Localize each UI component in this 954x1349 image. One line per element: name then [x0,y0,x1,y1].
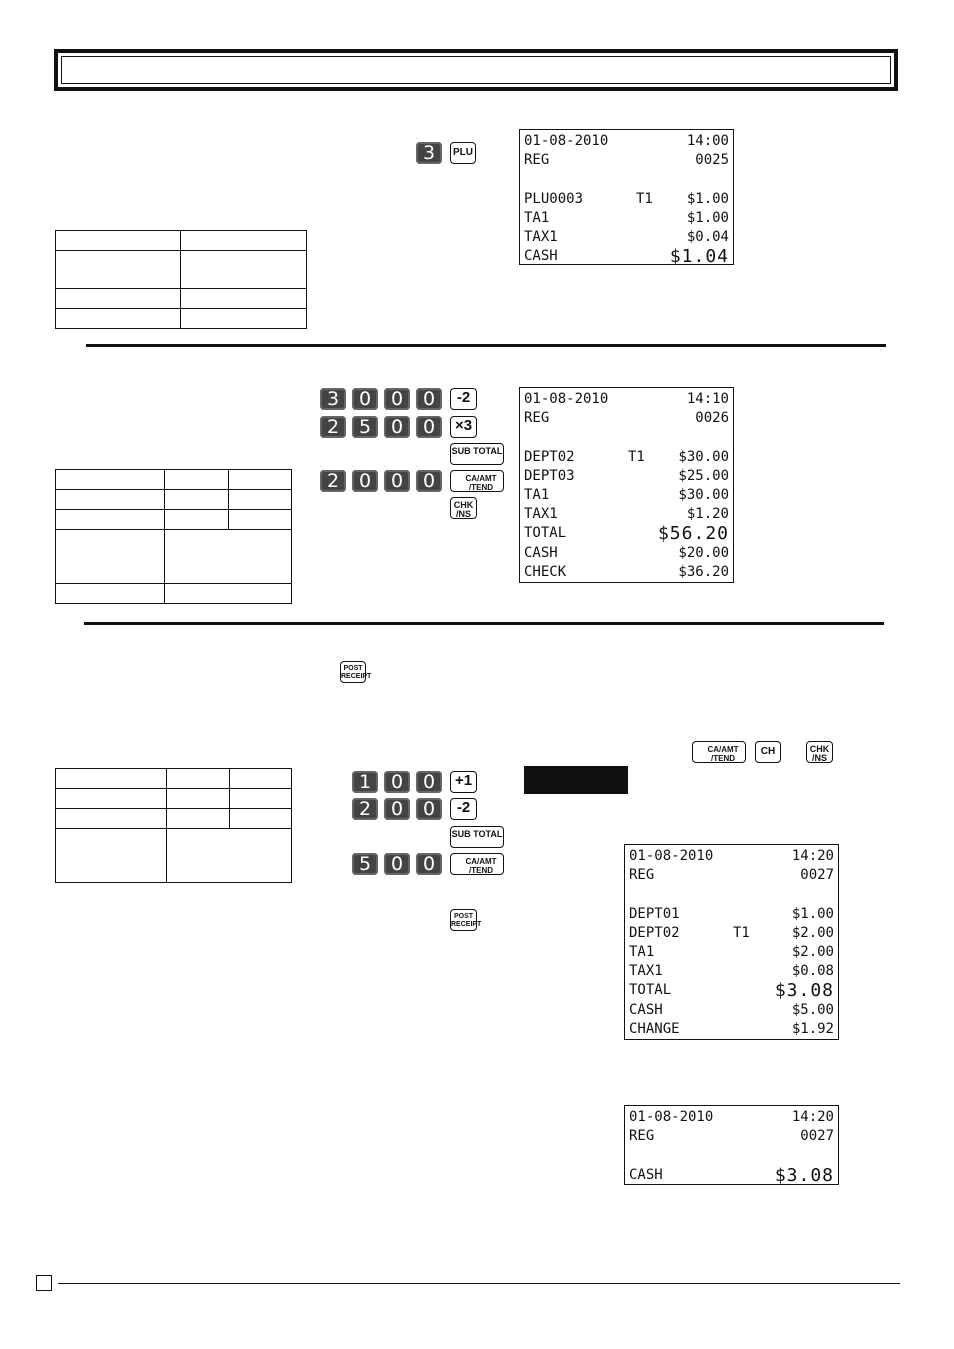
numeric-key-3[interactable]: 3 [416,142,442,164]
receipt-line [629,1108,834,1127]
receipt-line-label: 01-08-2010 [629,1109,714,1125]
receipt-line-label: REG [629,867,655,884]
numeric-key-0[interactable]: 0 [352,470,378,492]
numeric-key-0[interactable]: 0 [416,470,442,492]
receipt-line-label: REG [524,410,550,427]
receipt-line-amount: 14:00 [686,133,729,149]
receipt-line-label: CASH [524,248,558,265]
receipt-line-label: CHECK [524,563,567,580]
receipt-line [629,924,834,943]
page-number-box [36,1275,52,1291]
numeric-key-0[interactable]: 0 [384,388,410,410]
receipt-line-amount: 14:20 [791,848,834,864]
numeric-key-0[interactable]: 0 [384,416,410,438]
receipt-line [524,505,729,524]
label-bar [524,766,628,794]
receipt-line-amount: $2.00 [791,944,834,960]
receipt-line-amount: $1.00 [686,209,729,226]
receipt-line [524,170,729,189]
footer-rule [58,1283,900,1284]
receipt-line-amount: $3.08 [774,1164,834,1186]
numeric-key-5[interactable]: 5 [352,416,378,438]
receipt-line [629,1001,834,1020]
numeric-key-2[interactable]: 2 [320,470,346,492]
numeric-key-5[interactable]: 5 [352,853,378,875]
receipt-line-amount: $36.20 [678,563,729,580]
receipt-line-label: TA1 [629,944,655,960]
receipt-line [629,1166,834,1185]
receipt-line [629,943,834,962]
receipt-line [524,151,729,170]
receipt-line [524,428,729,447]
receipt-line-label: CASH [629,1001,663,1018]
receipt-4-post-receipt [624,1105,839,1185]
receipt-line [629,847,834,866]
section-divider-1 [86,344,886,347]
receipt-line-amount: 14:10 [686,391,729,407]
receipt-line-amount: $0.04 [686,229,729,245]
receipt-line-amount: $56.20 [657,523,729,545]
receipt-line-label: TAX1 [629,963,663,980]
receipt-line-label: DEPT02 [629,924,680,941]
ca-amt-tend-key-b[interactable]: CA/AMT /TEND [450,853,504,875]
receipt-line-tax-flag: T1 [636,190,653,207]
numeric-key-0[interactable]: 0 [384,771,410,793]
chk-ns-key-ref[interactable]: CHK /NS [806,741,833,763]
receipt-line-amount: $1.04 [669,246,729,268]
section-divider-2 [84,622,884,625]
numeric-key-0[interactable]: 0 [416,416,442,438]
receipt-line [524,524,729,543]
receipt-line-amount: $25.00 [678,467,729,484]
section-title-inner-frame [61,56,891,84]
receipt-3 [624,844,839,1040]
numeric-key-0[interactable]: 0 [416,771,442,793]
numeric-key-0[interactable]: 0 [384,853,410,875]
numeric-key-2[interactable]: 2 [320,416,346,438]
settings-table-2 [55,469,292,604]
numeric-key-3[interactable]: 3 [320,388,346,410]
numeric-key-0[interactable]: 0 [416,853,442,875]
receipt-line [629,1127,834,1146]
dept-key-3[interactable]: ×3 [450,416,477,438]
numeric-key-0[interactable]: 0 [416,798,442,820]
receipt-line-label: REG [629,1128,655,1145]
receipt-line-label: 01-08-2010 [524,133,609,149]
receipt-line-amount: $1.20 [686,506,729,523]
numeric-key-0[interactable]: 0 [352,388,378,410]
dept-key-1[interactable]: +1 [450,771,477,793]
receipt-line-amount: 0027 [800,1128,834,1145]
receipt-line-label: DEPT03 [524,467,575,484]
numeric-key-2[interactable]: 2 [352,798,378,820]
receipt-line [524,190,729,209]
receipt-line-label: 01-08-2010 [629,848,714,864]
receipt-line [524,486,729,505]
receipt-line-amount: $5.00 [791,1001,834,1018]
receipt-line [629,905,834,924]
receipt-line [629,866,834,885]
receipt-line [629,885,834,904]
ca-amt-tend-key[interactable]: CA/AMT /TEND [450,470,504,492]
receipt-line-amount: $2.00 [791,924,834,941]
receipt-line-label: TA1 [524,487,550,503]
receipt-line-label: REG [524,152,550,169]
receipt-line [524,563,729,582]
post-receipt-key-inline[interactable]: POST RECEIPT [340,661,366,683]
ch-key-ref[interactable]: CH [755,741,781,763]
receipt-line-label: CHANGE [629,1020,680,1037]
receipt-line-label: TA1 [524,209,550,226]
dept-key-2[interactable]: -2 [450,388,477,410]
receipt-line [524,247,729,266]
receipt-line-amount: 14:20 [791,1109,834,1125]
receipt-line-label: DEPT01 [629,905,680,922]
receipt-line [629,962,834,981]
receipt-line-amount: $0.08 [791,963,834,980]
receipt-line [524,228,729,247]
receipt-line-label: TOTAL [524,525,567,542]
numeric-key-0[interactable]: 0 [384,798,410,820]
receipt-line-label: TAX1 [524,229,558,245]
section-title-box [54,49,898,91]
chk-ns-key[interactable]: CHK /NS [450,497,477,519]
numeric-key-0[interactable]: 0 [416,388,442,410]
receipt-line-label: PLU0003 [524,190,584,207]
subtotal-key-b[interactable]: SUB TOTAL [450,826,504,848]
receipt-1 [519,129,734,268]
subtotal-key[interactable]: SUB TOTAL [450,443,504,465]
receipt-line [629,1146,834,1165]
receipt-line-label: CASH [629,1166,663,1183]
numeric-key-1[interactable]: 1 [352,771,378,793]
ca-amt-tend-key-ref[interactable]: CA/AMT /TEND [692,741,746,763]
settings-table-3 [55,768,292,883]
receipt-line-tax-flag: T1 [628,448,645,465]
receipt-line [524,209,729,228]
receipt-line-amount: $1.00 [791,905,834,922]
receipt-line [524,390,729,409]
receipt-line-amount: $20.00 [678,544,729,561]
receipt-line-label: DEPT02 [524,448,575,465]
settings-table-1 [55,230,307,329]
receipt-line-tax-flag: T1 [733,924,750,941]
receipt-line-label: TOTAL [629,982,672,999]
receipt-line [524,544,729,563]
receipt-line-label: CASH [524,544,558,561]
receipt-line-amount: $30.00 [678,448,729,465]
numeric-key-0[interactable]: 0 [384,470,410,492]
receipt-2 [519,387,734,583]
receipt-line-amount: 0027 [800,867,834,884]
receipt-line-amount: $3.08 [774,980,834,1002]
receipt-line [524,467,729,486]
plu-key[interactable]: PLU [450,142,476,164]
post-receipt-key[interactable]: POST RECEIPT [450,909,477,931]
receipt-line-amount: 0025 [695,152,729,169]
dept-key-2-b[interactable]: -2 [450,798,477,820]
receipt-line-label: 01-08-2010 [524,391,609,407]
receipt-line-amount: $1.00 [686,190,729,207]
receipt-line [629,1020,834,1039]
receipt-line-amount: 0026 [695,410,729,427]
receipt-line [524,409,729,428]
receipt-line [629,981,834,1000]
receipt-line-amount: $30.00 [678,487,729,503]
receipt-line-amount: $1.92 [791,1020,834,1037]
receipt-line-label: TAX1 [524,506,558,523]
receipt-line [524,132,729,151]
receipt-line [524,448,729,467]
